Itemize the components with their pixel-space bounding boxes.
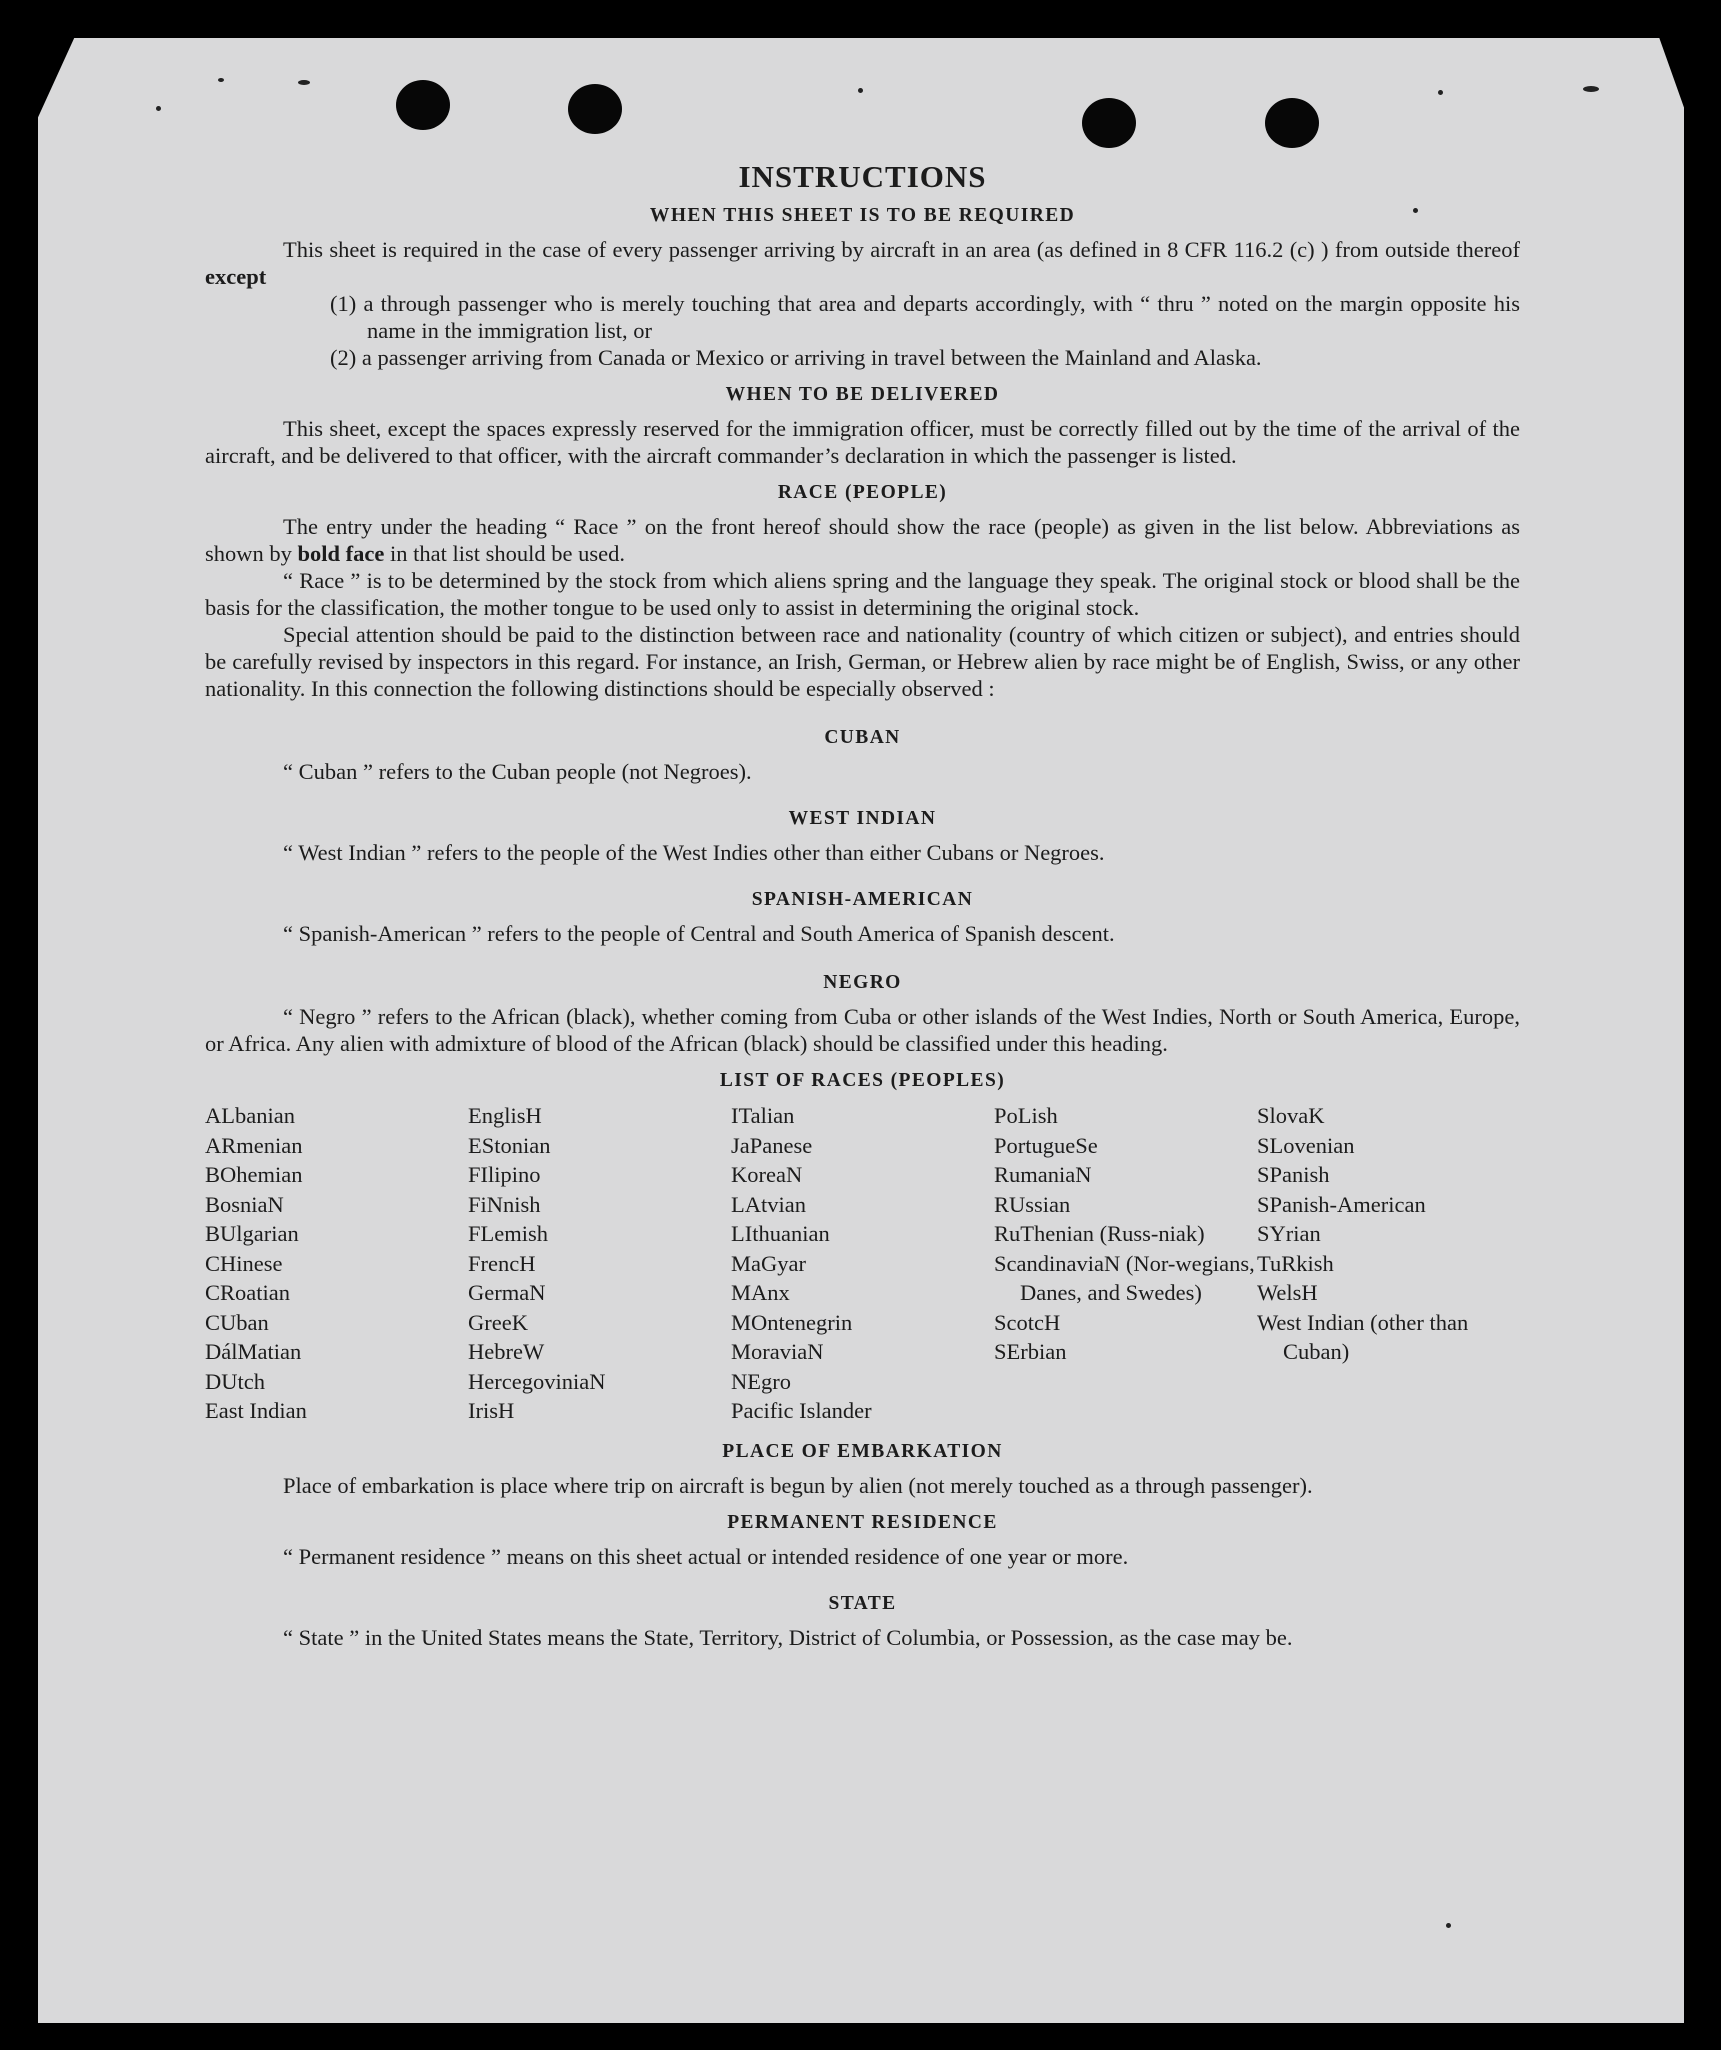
race-entry: SlovaK <box>1257 1103 1325 1128</box>
race-entry: CUban <box>205 1309 269 1335</box>
dust-speck <box>298 80 310 85</box>
race-entry: SErbian <box>994 1339 1067 1364</box>
race-entry: PoLish <box>994 1103 1058 1128</box>
race-entry: SPanish-American <box>1257 1191 1426 1217</box>
dust-speck <box>1446 1923 1451 1928</box>
race-entry: MaGyar <box>731 1250 806 1276</box>
heading-list-of-races: LIST OF RACES (PEOPLES) <box>719 1070 1006 1091</box>
race-p1-b: in that list should be used. <box>390 541 626 566</box>
race-entry: IrisH <box>468 1398 515 1423</box>
exception-item-1: (1) a through passenger who is merely touching that area and departs accordingly, with “ thru ” noted on the margin opposite his name in the immigration list, or <box>330 291 1520 343</box>
heading-place-of-embarkation: PLACE OF EMBARKATION <box>722 1440 1003 1462</box>
race-entry: CHinese <box>205 1250 283 1276</box>
races-column-4 <box>994 1101 1257 1426</box>
race-entry: MAnx <box>731 1280 790 1305</box>
heading-negro: NEGRO <box>823 972 902 993</box>
race-entry: CRoatian <box>205 1280 290 1305</box>
race-entry: MOntenegrin <box>731 1309 853 1335</box>
race-entry: LIthuanian <box>731 1221 830 1246</box>
race-entry: ScandinaviaN (Nor-wegians, Danes, and Swedes) <box>994 1250 1255 1305</box>
race-p1-a: The entry under the heading “ Race ” on the front hereof should show the race (people) as given in the list below. Abbreviations as shown by <box>205 514 1520 566</box>
heading-permanent-residence: PERMANENT RESIDENCE <box>727 1511 998 1533</box>
paragraph-cuban: “ Cuban ” refers to the Cuban people (not Negroes). <box>283 759 752 784</box>
races-column-2 <box>468 1101 731 1426</box>
race-entry: East Indian <box>205 1398 307 1423</box>
race-entry: West Indian (other than Cuban) <box>1257 1309 1469 1364</box>
race-entry: HebreW <box>468 1339 545 1364</box>
paragraph-residence: “ Permanent residence ” means on this sheet actual or intended residence of one year or more. <box>283 1543 1129 1569</box>
race-entry: RumaniaN <box>994 1162 1092 1187</box>
paragraph-state: “ State ” in the United States means the State, Territory, District of Columbia, or Possession, as the case may be. <box>283 1624 1293 1650</box>
race-entry: WelsH <box>1257 1280 1318 1305</box>
race-entry: ARmenian <box>205 1132 303 1158</box>
required-intro: This sheet is required in the case of every passenger arriving by aircraft in an area (as defined in 8 CFR 116.2 (c) ) from outside thereof <box>283 237 1520 262</box>
races-column-5 <box>1257 1101 1520 1426</box>
punch-hole <box>396 80 450 130</box>
paragraph-delivered: This sheet, except the spaces expressly reserved for the immigration officer, must be correctly filled out by the time of the arrival of the aircraft, and be delivered to that officer, with the aircraft commander’s declaration in which the passenger is listed. <box>205 416 1520 468</box>
punch-hole <box>1265 98 1319 148</box>
instructions-content <box>205 160 1520 1651</box>
bold-face-text: bold face <box>297 541 385 566</box>
race-entry: LAtvian <box>731 1191 806 1217</box>
heading-west-indian: WEST INDIAN <box>788 808 937 829</box>
paragraph-race-2: “ Race ” is to be determined by the stock from which aliens spring and the language they speak. The original stock or blood shall be the basis for the classification, the mother tongue to be used only to assist in determining the original stock. <box>205 568 1520 620</box>
paragraph-west-indian: “ West Indian ” refers to the people of the West Indies other than either Cubans or Negroes. <box>283 840 1105 865</box>
race-entry: ScotcH <box>994 1309 1061 1335</box>
race-entry: FiNnish <box>468 1191 541 1217</box>
race-entry: RuThenian (Russ-niak) <box>994 1221 1205 1246</box>
race-entry: Pacific Islander <box>731 1398 872 1423</box>
races-column-1 <box>205 1101 468 1426</box>
race-entry: NEgro <box>731 1368 791 1394</box>
race-entry: BOhemian <box>205 1162 303 1187</box>
page-title: INSTRUCTIONS <box>738 159 987 194</box>
punch-hole <box>568 84 622 134</box>
race-entry: PortugueSe <box>994 1132 1098 1158</box>
race-entry: FLemish <box>468 1221 549 1246</box>
dust-speck <box>156 106 161 111</box>
heading-state: STATE <box>828 1592 897 1614</box>
race-entry: MoraviaN <box>731 1339 824 1364</box>
exception-item-2: (2) a passenger arriving from Canada or Mexico or arriving in travel between the Mainland and Alaska. <box>330 345 1262 370</box>
race-entry: SPanish <box>1257 1162 1330 1187</box>
except-word: except <box>205 264 267 289</box>
races-list <box>205 1101 1520 1426</box>
paragraph-spanish-american: “ Spanish-American ” refers to the people of Central and South America of Spanish descent. <box>283 921 1115 946</box>
race-entry: RUssian <box>994 1191 1071 1217</box>
race-entry: GermaN <box>468 1280 546 1305</box>
heading-when-required: WHEN THIS SHEET IS TO BE REQUIRED <box>649 205 1076 226</box>
paragraph-embarkation: Place of embarkation is place where trip on aircraft is begun by alien (not merely touched as a through passenger). <box>283 1472 1313 1498</box>
race-entry: GreeK <box>468 1309 528 1335</box>
race-entry: SLovenian <box>1257 1132 1355 1158</box>
race-entry: FrencH <box>468 1250 536 1276</box>
race-entry: BUlgarian <box>205 1221 299 1246</box>
heading-cuban: CUBAN <box>824 727 901 748</box>
heading-when-delivered: WHEN TO BE DELIVERED <box>725 384 1000 405</box>
race-entry: EStonian <box>468 1132 551 1158</box>
race-entry: ALbanian <box>205 1103 295 1128</box>
race-entry: KoreaN <box>731 1162 803 1187</box>
dust-speck <box>1438 90 1443 95</box>
dust-speck <box>858 88 863 93</box>
race-entry: DUtch <box>205 1368 265 1394</box>
race-entry: ITalian <box>731 1103 795 1128</box>
heading-spanish-american: SPANISH-AMERICAN <box>751 889 974 910</box>
race-entry: JaPanese <box>731 1132 813 1158</box>
paragraph-race-3: Special attention should be paid to the distinction between race and nationality (country of which citizen or subject), and entries should be carefully revised by inspectors in this regard. For instance, an Irish, German, or Hebrew alien by race might be of English, Swiss, or any other nationality. In this connection the following distinctions should be especially observed : <box>205 622 1520 701</box>
race-entry: HercegoviniaN <box>468 1368 606 1394</box>
race-entry: FIlipino <box>468 1162 541 1187</box>
paragraph-negro: “ Negro ” refers to the African (black), whether coming from Cuba or other islands of the West Indies, North or South America, Europe, or Africa. Any alien with admixture of blood of the African (black) should be classified under this heading. <box>205 1004 1520 1056</box>
race-entry: EnglisH <box>468 1103 542 1128</box>
punch-hole <box>1082 98 1136 148</box>
race-entry: DálMatian <box>205 1339 302 1364</box>
race-entry: TuRkish <box>1257 1250 1334 1276</box>
paragraph-required <box>205 236 1520 290</box>
race-entry: BosniaN <box>205 1191 284 1217</box>
heading-race: RACE (PEOPLE) <box>777 482 948 503</box>
paragraph-race-1 <box>205 513 1520 567</box>
dust-speck <box>1583 86 1599 92</box>
dust-speck <box>218 78 224 82</box>
races-column-3 <box>731 1101 994 1426</box>
race-entry: SYrian <box>1257 1221 1321 1246</box>
